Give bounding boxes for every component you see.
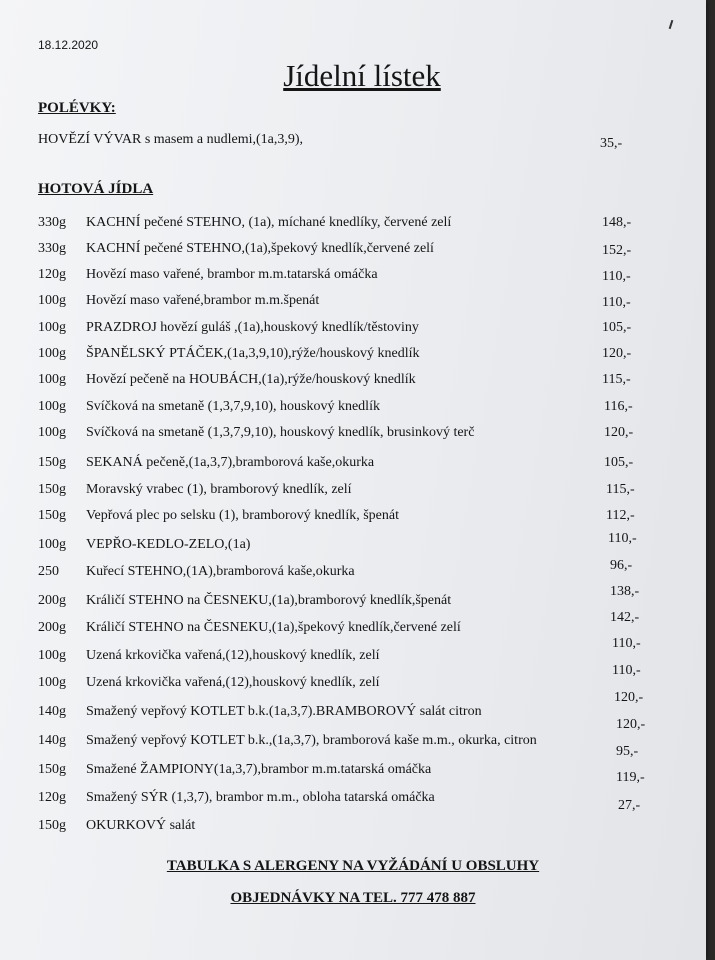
soups-heading: POLÉVKY: xyxy=(38,100,116,116)
menu-date: 18.12.2020 xyxy=(38,38,99,52)
item-name: Hovězí maso vařené,brambor m.m.špenát xyxy=(86,293,320,308)
item-price: 110,- xyxy=(612,636,641,651)
item-price: 112,- xyxy=(606,508,635,523)
item-price: 105,- xyxy=(602,320,632,335)
item-weight: 330g xyxy=(38,241,66,256)
item-weight: 250 xyxy=(38,564,59,579)
item-price: 110,- xyxy=(602,269,631,284)
item-weight: 100g xyxy=(38,320,66,335)
item-price: 120,- xyxy=(604,425,634,440)
item-weight: 150g xyxy=(38,818,66,833)
item-price: 115,- xyxy=(602,372,631,387)
item-weight: 150g xyxy=(38,455,66,470)
page-title: Jídelní lístek xyxy=(283,58,441,93)
item-name: Svíčková na smetaně (1,3,7,9,10), houskový knedlík xyxy=(86,399,380,414)
item-weight: 150g xyxy=(38,762,66,777)
item-weight: 200g xyxy=(38,620,66,635)
item-name: Králičí STEHNO na ČESNEKU,(1a),bramborový knedlík,špenát xyxy=(86,593,452,608)
item-price: 120,- xyxy=(616,717,646,732)
item-weight: 330g xyxy=(38,215,66,230)
item-name: VEPŘO-KEDLO-ZELO,(1a) xyxy=(86,537,251,552)
item-price: 95,- xyxy=(616,744,639,759)
item-weight: 120g xyxy=(38,790,66,805)
item-weight: 100g xyxy=(38,425,66,440)
item-name: Hovězí pečeně na HOUBÁCH,(1a),rýže/houskový knedlík xyxy=(86,372,416,387)
item-price: 96,- xyxy=(610,558,633,573)
item-name: OKURKOVÝ salát xyxy=(86,818,196,833)
item-name: Smažený vepřový KOTLET b.k.,(1a,3,7), bramborová kaše m.m., okurka, citron xyxy=(86,733,537,748)
item-name: KACHNÍ pečené STEHNO,(1a),špekový knedlík,červené zelí xyxy=(86,241,434,256)
item-name: ŠPANĚLSKÝ PTÁČEK,(1a,3,9,10),rýže/houskový knedlík xyxy=(86,346,420,361)
item-price: 116,- xyxy=(604,399,633,414)
item-name: Smažený vepřový KOTLET b.k.(1a,3,7).BRAMBOROVÝ salát citron xyxy=(86,704,482,719)
pen-mark xyxy=(669,20,674,29)
item-weight: 120g xyxy=(38,267,66,282)
item-price: 35,- xyxy=(600,136,623,151)
item-price: 142,- xyxy=(610,610,640,625)
item-weight: 100g xyxy=(38,399,66,414)
item-weight: 150g xyxy=(38,508,66,523)
item-price: 120,- xyxy=(614,690,644,705)
item-weight: 100g xyxy=(38,675,66,690)
item-weight: 100g xyxy=(38,372,66,387)
item-price: 110,- xyxy=(602,295,631,310)
item-price: 120,- xyxy=(602,346,632,361)
item-weight: 100g xyxy=(38,346,66,361)
item-price: 119,- xyxy=(616,770,645,785)
item-price: 115,- xyxy=(606,482,635,497)
item-name: SEKANÁ pečeně,(1a,3,7),bramborová kaše,okurka xyxy=(86,455,375,470)
item-price: 105,- xyxy=(604,455,634,470)
item-weight: 150g xyxy=(38,482,66,497)
item-name: Králičí STEHNO na ČESNEKU,(1a),špekový knedlík,červené zelí xyxy=(86,620,461,635)
item-price: 27,- xyxy=(618,798,641,813)
item-name: Uzená krkovička vařená,(12),houskový knedlík, zelí xyxy=(86,675,380,690)
item-name: Uzená krkovička vařená,(12),houskový knedlík, zelí xyxy=(86,648,380,663)
item-name: Smažený SÝR (1,3,7), brambor m.m., obloha tatarská omáčka xyxy=(86,790,435,805)
item-price: 138,- xyxy=(610,584,640,599)
item-weight: 140g xyxy=(38,733,66,748)
item-name: Smažené ŽAMPIONY(1a,3,7),brambor m.m.tatarská omáčka xyxy=(86,762,432,777)
orders-phone: OBJEDNÁVKY NA TEL. 777 478 887 xyxy=(230,890,476,906)
item-weight: 100g xyxy=(38,648,66,663)
item-name: Hovězí maso vařené, brambor m.m.tatarská omáčka xyxy=(86,267,378,282)
item-price: 110,- xyxy=(608,531,637,546)
allergens-note: TABULKA S ALERGENY NA VYŽÁDÁNÍ U OBSLUHY xyxy=(166,858,540,874)
item-weight: 100g xyxy=(38,537,66,552)
item-name: Kuřecí STEHNO,(1A),bramborová kaše,okurka xyxy=(86,564,355,579)
item-price: 110,- xyxy=(612,663,641,678)
item-name: Vepřová plec po selsku (1), bramborový knedlík, špenát xyxy=(86,508,399,523)
item-name: HOVĚZÍ VÝVAR s masem a nudlemi,(1a,3,9), xyxy=(38,132,304,147)
item-name: PRAZDROJ hovězí guláš ,(1a),houskový knedlík/těstoviny xyxy=(86,320,419,335)
mains-heading: HOTOVÁ JÍDLA xyxy=(38,181,154,197)
item-name: Moravský vrabec (1), bramborový knedlík, zelí xyxy=(86,482,352,497)
item-weight: 100g xyxy=(38,293,66,308)
item-weight: 140g xyxy=(38,704,66,719)
item-price: 148,- xyxy=(602,215,632,230)
item-name: Svíčková na smetaně (1,3,7,9,10), houskový knedlík, brusinkový terč xyxy=(86,425,475,440)
item-weight: 200g xyxy=(38,593,66,608)
item-price: 152,- xyxy=(602,243,632,258)
item-name: KACHNÍ pečené STEHNO, (1a), míchané knedlíky, červené zelí xyxy=(86,215,452,230)
